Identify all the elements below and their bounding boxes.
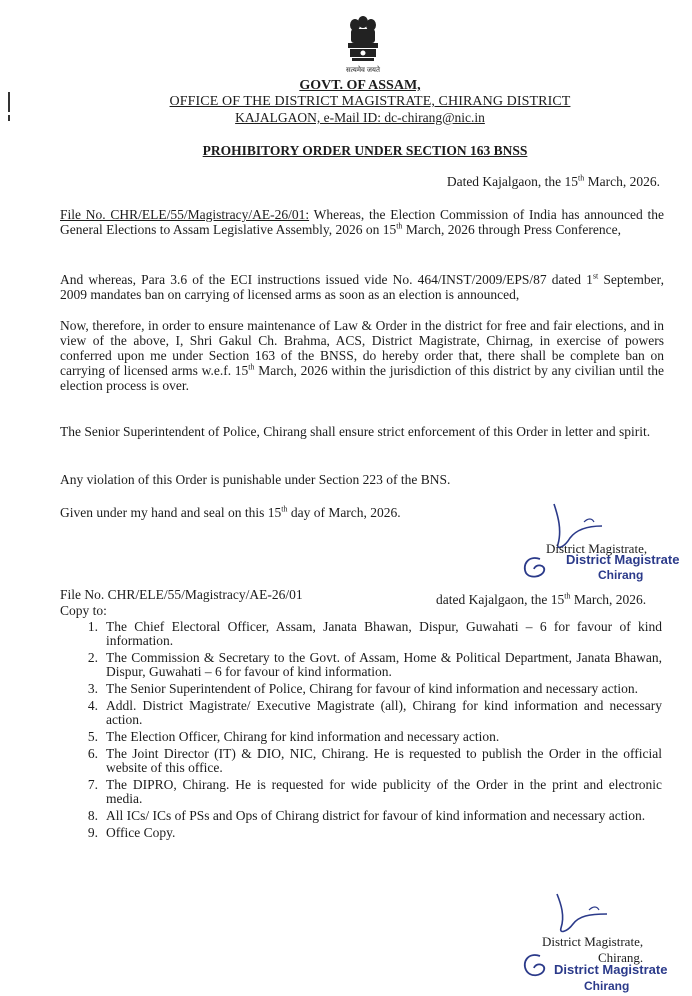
list-item: 9. Office Copy.	[87, 825, 176, 840]
order-title: PROHIBITORY ORDER UNDER SECTION 163 BNSS	[202, 143, 528, 158]
copy-to-label: Copy to:	[60, 603, 107, 618]
paragraph-order: Now, therefore, in order to ensure maintenance of Law & Order in the district for free and fair elections, and in view of the above, I, Shri Gakul Ch. Brahma, ACS, District Magistrate, Chirnag, in exercise of powers conferred upon me under Section 163 of the BNSS, do hereby order that, there shall be complete ban on carrying of licensed arms w.e.f. 15th March, 2026 within the jurisdiction of this district by any civilian until the election process is over.	[60, 318, 664, 393]
file-number-ref: File No. CHR/ELE/55/Magistracy/AE-26/01:	[60, 207, 310, 222]
stamp-swirl-icon	[520, 950, 550, 980]
list-item: 3. The Senior Superintendent of Police, Chirang for favour of kind information and necessary action.	[87, 681, 638, 696]
copy-file-number: File No. CHR/ELE/55/Magistracy/AE-26/01	[60, 587, 303, 602]
stamp-swirl-icon	[520, 553, 550, 581]
paragraph-enforcement: The Senior Superintendent of Police, Chirang shall ensure strict enforcement of this Order in letter and spirit.	[60, 424, 651, 439]
header-address-email: KAJALGAON, e-Mail ID: dc-chirang@nic.in	[235, 110, 485, 125]
national-emblem-icon	[340, 14, 386, 66]
header-office: OFFICE OF THE DISTRICT MAGISTRATE, CHIRANG DISTRICT	[169, 94, 571, 109]
copy-date: dated Kajalgaon, the 15th March, 2026.	[436, 591, 647, 607]
paragraph-violation: Any violation of this Order is punishable under Section 223 of the BNS.	[60, 472, 451, 487]
list-item: 6. The Joint Director (IT) & DIO, NIC, Chirang. He is requested to publish the Order in the official website of this office.	[87, 746, 662, 775]
scan-margin-mark	[8, 115, 10, 121]
official-stamp-place: Chirang	[598, 568, 644, 582]
paragraph-given-under: Given under my hand and seal on this 15th day of March, 2026.	[60, 504, 401, 520]
scan-margin-mark	[8, 92, 10, 112]
signatory-designation: District Magistrate,	[542, 934, 644, 949]
list-item: 4. Addl. District Magistrate/ Executive Magistrate (all), Chirang for kind information and necessary action.	[87, 698, 662, 727]
paragraph-whereas: File No. CHR/ELE/55/Magistracy/AE-26/01: Whereas, the Election Commission of India has announced the General Elections to Assam Legislative Assembly, 2026 on 15th March, 2026 through Press Conference,	[60, 207, 664, 237]
official-stamp-title: District Magistrate	[566, 552, 680, 567]
list-item: 8. All ICs/ ICs of PSs and Ops of Chirang district for favour of kind information and necessary action.	[87, 808, 646, 823]
emblem-motto: सत्यमेव जयते	[346, 66, 380, 74]
list-item: 1. The Chief Electoral Officer, Assam, Janata Bhawan, Dispur, Guwahati – 6 for favour of kind information.	[87, 619, 662, 648]
official-stamp-place: Chirang	[584, 979, 630, 993]
order-date: Dated Kajalgaon, the 15th March, 2026.	[446, 173, 660, 189]
header-govt: GOVT. OF ASSAM,	[299, 78, 421, 93]
copy-distribution-list	[70, 620, 662, 843]
signatory-designation: District Magistrate,	[546, 541, 648, 556]
signatory-place: Chirang.	[598, 950, 644, 965]
list-item: 7. The DIPRO, Chirang. He is requested for wide publicity of the Order in the print and electronic media.	[87, 777, 662, 806]
official-stamp-title: District Magistrate	[554, 962, 668, 977]
list-item: 5. The Election Officer, Chirang for kind information and necessary action.	[87, 729, 500, 744]
paragraph-and-whereas: And whereas, Para 3.6 of the ECI instructions issued vide No. 464/INST/2009/EPS/87 dated 1st September, 2009 mandates ban on carrying of licensed arms as soon as an election is announced,	[60, 271, 664, 302]
list-item: 2. The Commission & Secretary to the Govt. of Assam, Home & Political Department, Janata Bhawan, Dispur, Guwahati – 6 for favour of kind information.	[87, 650, 662, 679]
